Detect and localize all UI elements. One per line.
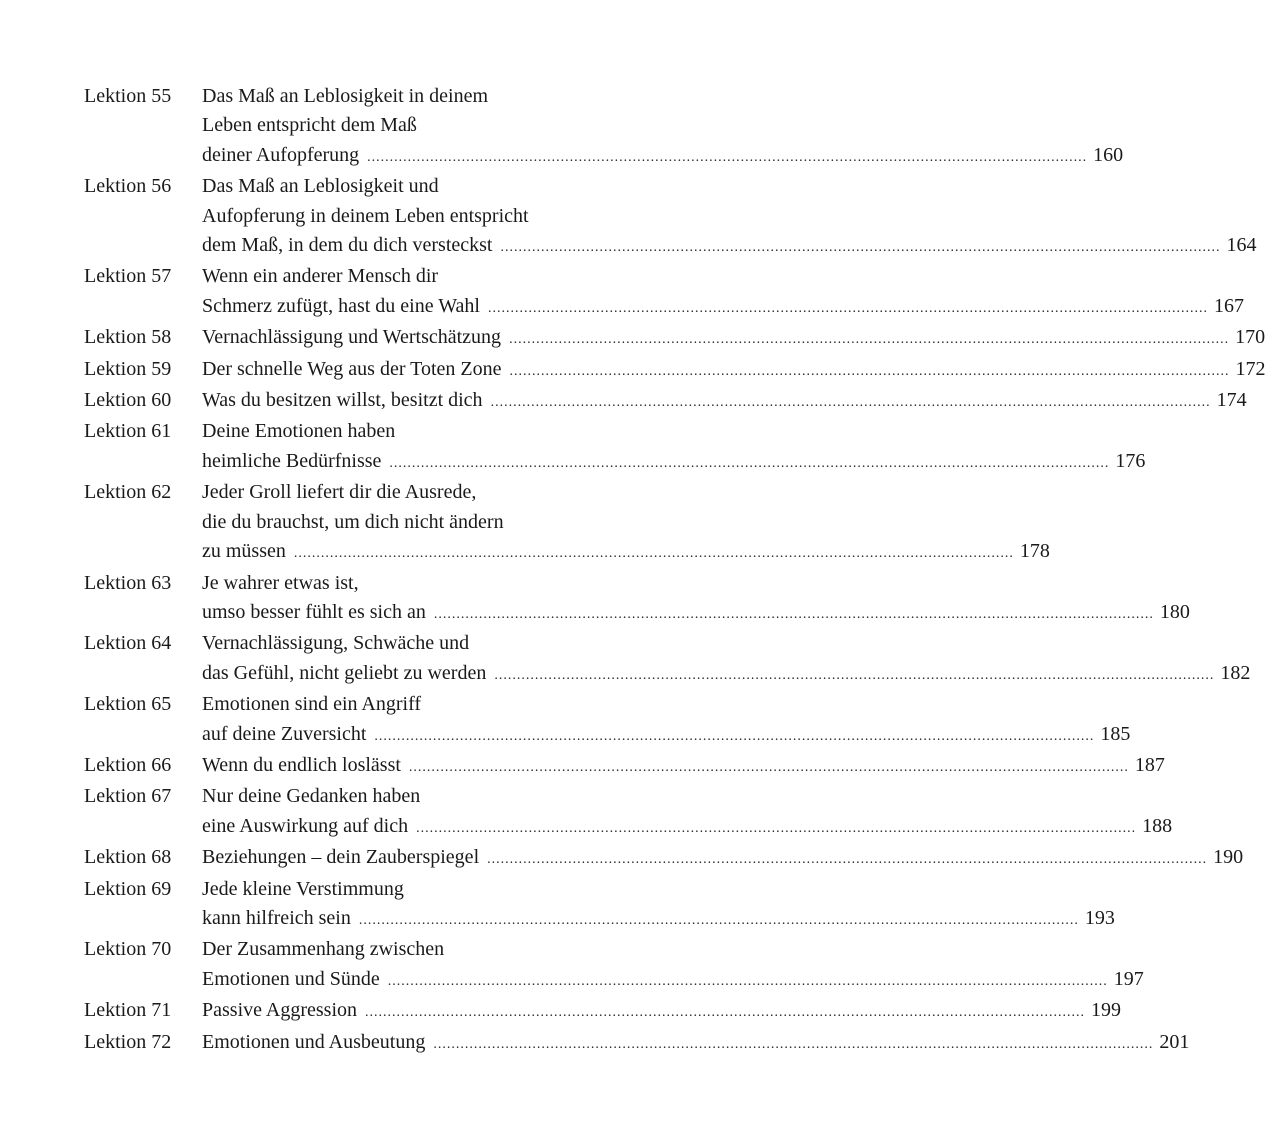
page-number: 182 — [1220, 661, 1251, 684]
title-last-line — [202, 447, 1145, 478]
toc-entry[interactable] — [84, 262, 1244, 323]
lesson-number: Lektion 60 — [84, 389, 172, 412]
toc-entry[interactable] — [84, 875, 1115, 936]
lesson-title — [202, 323, 1265, 354]
lesson-title — [202, 875, 1115, 936]
page-number: 201 — [1159, 1030, 1190, 1053]
lesson-number: Lektion 69 — [84, 877, 172, 900]
lesson-title — [202, 751, 1165, 782]
title-line: Vernachlässigung, Schwäche und — [202, 632, 470, 655]
title-last-line — [202, 904, 1115, 935]
title-line: Der schnelle Weg aus der Toten Zone — [202, 357, 502, 380]
toc-entry[interactable] — [84, 690, 1131, 751]
title-line: Das Maß an Leblosigkeit und — [202, 175, 439, 198]
dot-leader: ................................................................................................................................................................ — [374, 728, 1095, 744]
page-number: 160 — [1093, 143, 1124, 166]
dot-leader: ................................................................................................................................................................ — [387, 973, 1108, 989]
title-line: Deine Emotionen haben — [202, 420, 396, 443]
page-number: 178 — [1019, 540, 1050, 563]
page-number: 167 — [1213, 294, 1244, 317]
lesson-title — [202, 569, 1190, 630]
dot-leader: ................................................................................................................................................................ — [500, 240, 1221, 256]
dot-leader: ................................................................................................................................................................ — [494, 667, 1215, 683]
title-line: umso besser fühlt es sich an — [202, 600, 426, 623]
dot-leader: ................................................................................................................................................................ — [365, 1005, 1085, 1021]
title-line: Schmerz zufügt, hast du eine Wahl — [202, 294, 480, 317]
title-last-line — [202, 965, 1144, 996]
dot-leader: ................................................................................................................................................................ — [367, 149, 1088, 165]
dot-leader: ................................................................................................................................................................ — [490, 395, 1211, 411]
title-last-line — [202, 812, 1172, 843]
title-line: Leben entspricht dem Maß — [202, 114, 417, 137]
lesson-number: Lektion 71 — [84, 999, 172, 1022]
title-line: Was du besitzen willst, besitzt dich — [202, 389, 483, 412]
lesson-title — [202, 355, 1265, 386]
page-number: 180 — [1159, 600, 1190, 623]
title-line: Aufopferung in deinem Leben entspricht — [202, 204, 529, 227]
page-number: 170 — [1235, 326, 1265, 349]
title-line: Emotionen und Ausbeutung — [202, 1030, 426, 1053]
title-last-line — [202, 386, 1247, 417]
lesson-number: Lektion 57 — [84, 265, 172, 288]
page-number: 174 — [1216, 389, 1247, 412]
title-line: auf deine Zuversicht — [202, 722, 367, 745]
lesson-number: Lektion 59 — [84, 357, 172, 380]
lesson-number: Lektion 56 — [84, 175, 172, 198]
page-number: 193 — [1084, 906, 1115, 929]
title-last-line — [202, 720, 1130, 751]
lesson-title — [202, 843, 1243, 874]
dot-leader: ................................................................................................................................................................ — [408, 759, 1129, 775]
dot-leader: ................................................................................................................................................................ — [416, 820, 1137, 836]
toc-entry[interactable] — [84, 569, 1190, 630]
page-number: 190 — [1213, 846, 1244, 869]
page-number: 188 — [1142, 814, 1173, 837]
lesson-number: Lektion 67 — [84, 785, 172, 808]
dot-leader: ................................................................................................................................................................ — [433, 1036, 1154, 1052]
dot-leader: ................................................................................................................................................................ — [509, 332, 1230, 348]
lesson-title — [202, 262, 1244, 323]
page-number: 197 — [1113, 967, 1144, 990]
title-last-line — [202, 659, 1250, 690]
page-number: 172 — [1235, 357, 1265, 380]
lesson-title — [202, 478, 1050, 568]
page-number: 187 — [1134, 753, 1165, 776]
title-last-line — [202, 355, 1265, 386]
title-last-line — [202, 598, 1190, 629]
title-last-line — [202, 141, 1123, 172]
title-line: Passive Aggression — [202, 999, 357, 1022]
lesson-number: Lektion 70 — [84, 938, 172, 961]
title-line: zu müssen — [202, 540, 286, 563]
title-last-line — [202, 231, 1257, 262]
title-last-line — [202, 323, 1265, 354]
lesson-number: Lektion 61 — [84, 420, 172, 443]
table-of-contents — [84, 82, 1265, 1059]
lesson-title — [202, 629, 1250, 690]
toc-entry[interactable] — [84, 386, 1247, 417]
toc-entry[interactable] — [84, 751, 1165, 782]
title-line: Vernachlässigung und Wertschätzung — [202, 326, 502, 349]
title-line: Jeder Groll liefert dir die Ausrede, — [202, 481, 477, 504]
dot-leader: ................................................................................................................................................................ — [487, 852, 1208, 868]
title-line: heimliche Bedürfnisse — [202, 449, 382, 472]
dot-leader: ................................................................................................................................................................ — [358, 912, 1079, 928]
lesson-title — [202, 782, 1172, 843]
lesson-title — [202, 690, 1130, 751]
toc-entry[interactable] — [84, 629, 1251, 690]
title-line: Das Maß an Leblosigkeit in deinem — [202, 85, 489, 107]
title-last-line — [202, 292, 1244, 323]
lesson-title — [202, 386, 1247, 417]
page-number: 164 — [1226, 234, 1257, 257]
dot-leader: ................................................................................................................................................................ — [487, 300, 1208, 316]
lesson-number: Lektion 68 — [84, 846, 172, 869]
lesson-title — [202, 1028, 1189, 1059]
page-number: 185 — [1100, 722, 1131, 745]
toc-entry[interactable] — [84, 82, 1124, 172]
lesson-number: Lektion 55 — [84, 85, 172, 107]
toc-entry[interactable] — [84, 1028, 1190, 1059]
title-line: Wenn ein anderer Mensch dir — [202, 265, 439, 288]
title-line: Emotionen und Sünde — [202, 967, 380, 990]
title-line: Wenn du endlich loslässt — [202, 753, 401, 776]
title-line: Je wahrer etwas ist, — [202, 571, 359, 594]
page-number: 199 — [1091, 999, 1121, 1022]
title-line: dem Maß, in dem du dich versteckst — [202, 234, 493, 257]
title-line: Beziehungen – dein Zauberspiegel — [202, 846, 480, 869]
title-line: eine Auswirkung auf dich — [202, 814, 409, 837]
title-line: deiner Aufopferung — [202, 143, 360, 166]
lesson-title — [202, 996, 1121, 1027]
toc-entry[interactable] — [84, 996, 1121, 1027]
toc-entry[interactable] — [84, 323, 1265, 354]
lesson-title — [202, 172, 1257, 262]
dot-leader: ................................................................................................................................................................ — [389, 455, 1110, 471]
title-line: Jede kleine Verstimmung — [202, 877, 404, 900]
page-number: 176 — [1115, 449, 1146, 472]
toc-entry[interactable] — [84, 935, 1144, 996]
title-line: das Gefühl, nicht geliebt zu werden — [202, 661, 487, 684]
title-line: kann hilfreich sein — [202, 906, 351, 929]
title-last-line — [202, 843, 1243, 874]
lesson-title — [202, 417, 1145, 478]
title-line: Emotionen sind ein Angriff — [202, 693, 422, 716]
dot-leader: ................................................................................................................................................................ — [509, 363, 1230, 379]
toc-entry[interactable] — [84, 843, 1244, 874]
dot-leader: ................................................................................................................................................................ — [433, 606, 1154, 622]
title-last-line — [202, 537, 1050, 568]
lesson-number: Lektion 65 — [84, 693, 172, 716]
title-last-line — [202, 1028, 1189, 1059]
title-line: die du brauchst, um dich nicht ändern — [202, 510, 504, 533]
lesson-number: Lektion 64 — [84, 632, 172, 655]
lesson-number: Lektion 62 — [84, 481, 172, 504]
lesson-number: Lektion 72 — [84, 1030, 172, 1053]
lesson-number: Lektion 63 — [84, 571, 172, 594]
title-last-line — [202, 751, 1165, 782]
toc-entry[interactable] — [84, 478, 1050, 568]
lesson-number: Lektion 58 — [84, 326, 172, 349]
lesson-title — [202, 82, 1123, 172]
title-line: Nur deine Gedanken haben — [202, 785, 421, 808]
lesson-title — [202, 935, 1144, 996]
lesson-number: Lektion 66 — [84, 753, 172, 776]
toc-entry[interactable] — [84, 417, 1146, 478]
toc-entry[interactable] — [84, 782, 1173, 843]
dot-leader: ................................................................................................................................................................ — [293, 546, 1014, 562]
toc-entry[interactable] — [84, 355, 1265, 386]
toc-entry[interactable] — [84, 172, 1257, 262]
title-last-line — [202, 996, 1121, 1027]
title-line: Der Zusammenhang zwischen — [202, 938, 445, 961]
